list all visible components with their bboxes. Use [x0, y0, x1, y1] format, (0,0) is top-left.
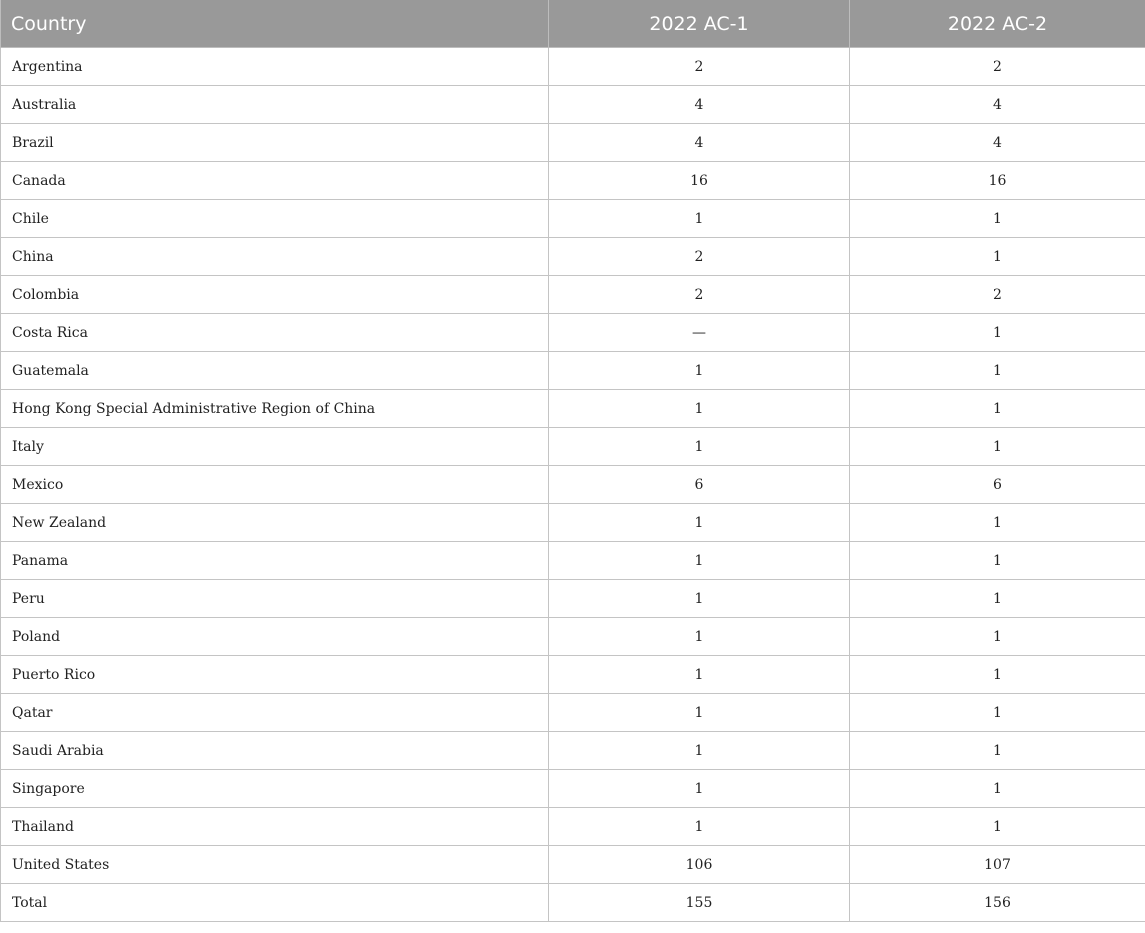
cell-ac-1: 1	[549, 504, 850, 542]
cell-country: Saudi Arabia	[1, 732, 549, 770]
header-2022-ac-1: 2022 AC-1	[549, 0, 850, 48]
cell-ac-2: 1	[850, 732, 1145, 770]
cell-ac-2: 1	[850, 542, 1145, 580]
cell-ac-2: 1	[850, 238, 1145, 276]
cell-ac-1: 155	[549, 884, 850, 922]
cell-country: Hong Kong Special Administrative Region of China	[1, 390, 549, 428]
cell-ac-2: 6	[850, 466, 1145, 504]
header-row	[1, 0, 1145, 48]
cell-country: Chile	[1, 200, 549, 238]
table-row	[1, 162, 1145, 200]
cell-ac-1: 1	[549, 656, 850, 694]
cell-ac-1: 1	[549, 352, 850, 390]
table-row	[1, 466, 1145, 504]
cell-ac-1: 2	[549, 238, 850, 276]
cell-country: New Zealand	[1, 504, 549, 542]
cell-ac-1: 2	[549, 276, 850, 314]
table-row	[1, 846, 1145, 884]
cell-ac-1: 1	[549, 732, 850, 770]
table-row	[1, 542, 1145, 580]
cell-ac-1: 1	[549, 428, 850, 466]
table-body	[1, 48, 1145, 922]
table-row	[1, 124, 1145, 162]
cell-ac-2: 1	[850, 580, 1145, 618]
cell-country: Poland	[1, 618, 549, 656]
cell-country: Colombia	[1, 276, 549, 314]
cell-ac-1: 1	[549, 808, 850, 846]
cell-ac-2: 1	[850, 694, 1145, 732]
cell-country: Singapore	[1, 770, 549, 808]
cell-country: Australia	[1, 86, 549, 124]
table-row	[1, 580, 1145, 618]
cell-ac-1: 4	[549, 124, 850, 162]
cell-ac-1: 1	[549, 618, 850, 656]
cell-ac-1: 6	[549, 466, 850, 504]
cell-ac-2: 1	[850, 390, 1145, 428]
cell-country: Panama	[1, 542, 549, 580]
cell-ac-2: 2	[850, 276, 1145, 314]
cell-ac-1: 1	[549, 580, 850, 618]
cell-ac-2: 1	[850, 808, 1145, 846]
cell-ac-1: 4	[549, 86, 850, 124]
cell-ac-2: 1	[850, 618, 1145, 656]
table-row	[1, 314, 1145, 352]
table-row-total	[1, 884, 1145, 922]
table-row	[1, 428, 1145, 466]
cell-ac-2: 1	[850, 656, 1145, 694]
cell-ac-1: 1	[549, 770, 850, 808]
table-row	[1, 694, 1145, 732]
cell-ac-2: 1	[850, 428, 1145, 466]
cell-country: Peru	[1, 580, 549, 618]
cell-ac-2: 2	[850, 48, 1145, 86]
cell-country: Italy	[1, 428, 549, 466]
table-row	[1, 808, 1145, 846]
cell-ac-2: 1	[850, 200, 1145, 238]
cell-country: Mexico	[1, 466, 549, 504]
table-row	[1, 390, 1145, 428]
cell-ac-2: 4	[850, 124, 1145, 162]
cell-country: Puerto Rico	[1, 656, 549, 694]
header-country: Country	[1, 0, 549, 48]
cell-country: United States	[1, 846, 549, 884]
table-row	[1, 656, 1145, 694]
cell-ac-1: 1	[549, 200, 850, 238]
cell-country: Brazil	[1, 124, 549, 162]
table-row	[1, 238, 1145, 276]
header-2022-ac-2: 2022 AC-2	[850, 0, 1145, 48]
cell-ac-1: 106	[549, 846, 850, 884]
cell-ac-1: —	[549, 314, 850, 352]
table-row	[1, 732, 1145, 770]
table-row	[1, 770, 1145, 808]
table-row	[1, 352, 1145, 390]
cell-ac-2: 1	[850, 504, 1145, 542]
cell-ac-2: 107	[850, 846, 1145, 884]
table-row	[1, 276, 1145, 314]
cell-ac-1: 1	[549, 542, 850, 580]
cell-ac-1: 16	[549, 162, 850, 200]
table-row	[1, 200, 1145, 238]
cell-ac-2: 1	[850, 352, 1145, 390]
cell-ac-1: 1	[549, 694, 850, 732]
cell-country: Guatemala	[1, 352, 549, 390]
cell-ac-2: 1	[850, 314, 1145, 352]
cell-country: Thailand	[1, 808, 549, 846]
table-row	[1, 618, 1145, 656]
cell-country: Total	[1, 884, 549, 922]
cell-country: Costa Rica	[1, 314, 549, 352]
cell-country: China	[1, 238, 549, 276]
cell-ac-2: 156	[850, 884, 1145, 922]
table-header	[1, 0, 1145, 48]
table-row	[1, 48, 1145, 86]
cell-ac-1: 2	[549, 48, 850, 86]
table-row	[1, 86, 1145, 124]
cell-country: Qatar	[1, 694, 549, 732]
cell-ac-2: 4	[850, 86, 1145, 124]
cell-country: Argentina	[1, 48, 549, 86]
cell-ac-1: 1	[549, 390, 850, 428]
cell-ac-2: 1	[850, 770, 1145, 808]
table-row	[1, 504, 1145, 542]
cell-ac-2: 16	[850, 162, 1145, 200]
cell-country: Canada	[1, 162, 549, 200]
